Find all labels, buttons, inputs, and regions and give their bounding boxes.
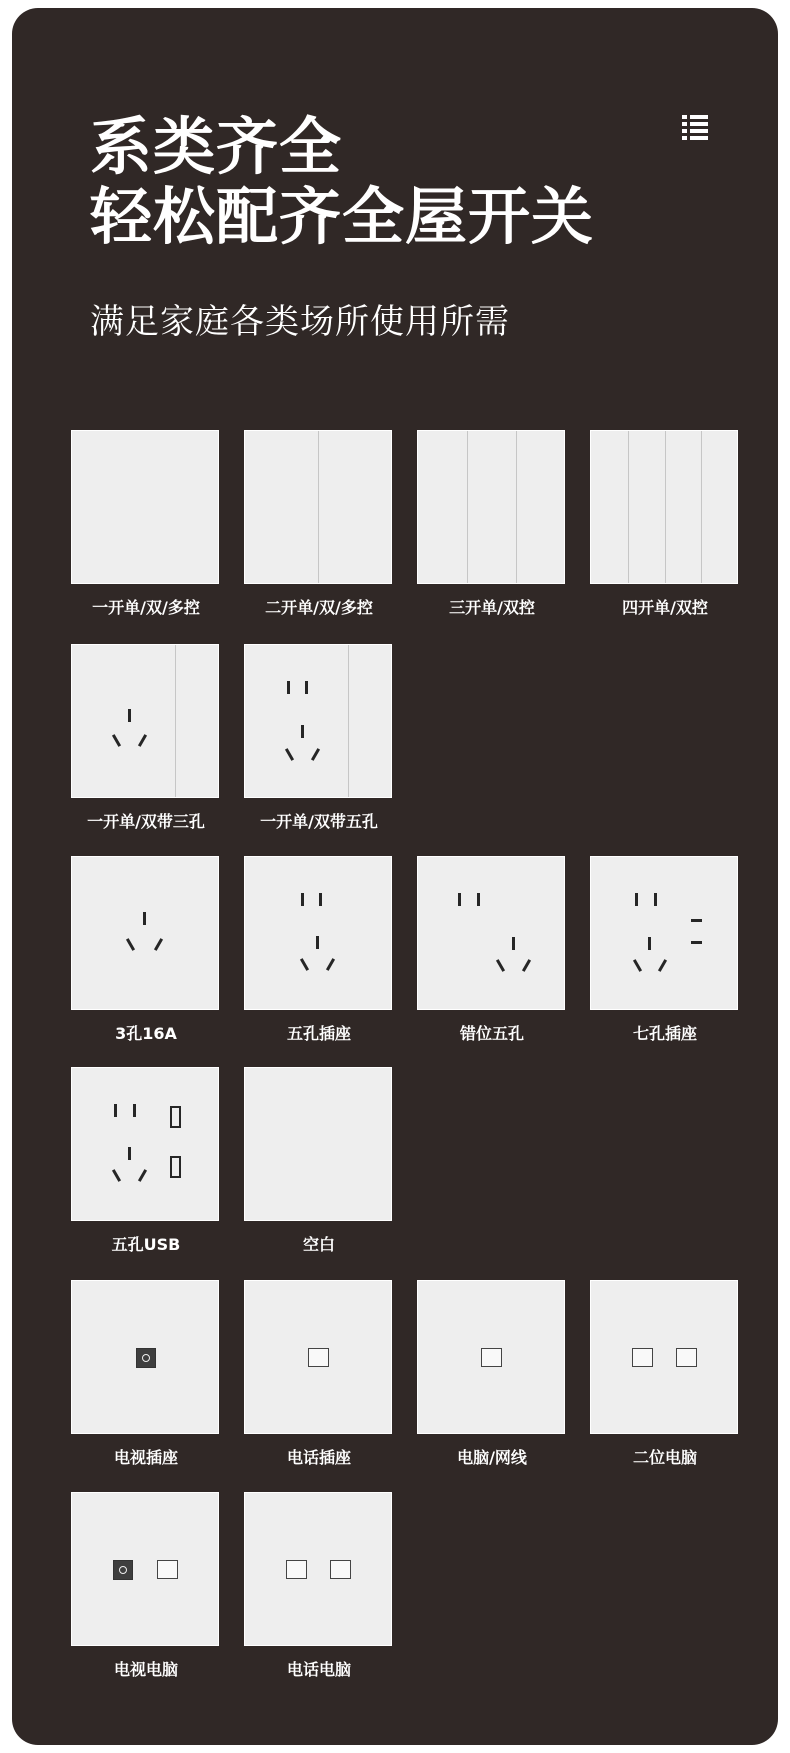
product-label: 错位五孔 (459, 1024, 524, 1043)
product-7-pin-socket[interactable] (590, 856, 740, 1044)
product-phone-network-socket[interactable] (244, 1492, 394, 1680)
phone-network-panel (244, 1492, 392, 1646)
product-two-gang-switch[interactable] (244, 430, 394, 618)
socket-panel (417, 856, 565, 1010)
switch-panel-2-gang (244, 430, 392, 584)
product-label: 七孔插座 (632, 1024, 697, 1043)
product-label: 电话插座 (286, 1448, 351, 1467)
product-label: 二开单/双/多控 (265, 598, 373, 617)
product-5-pin-socket[interactable] (244, 856, 394, 1044)
switch-panel-4-gang (590, 430, 738, 584)
product-four-gang-switch[interactable] (590, 430, 740, 618)
product-5-pin-usb[interactable] (71, 1067, 221, 1255)
product-tv-socket[interactable] (71, 1280, 221, 1468)
list-icon[interactable] (682, 114, 708, 140)
product-tv-network-socket[interactable] (71, 1492, 221, 1680)
usb-socket-panel (71, 1067, 219, 1221)
product-network-socket[interactable] (417, 1280, 567, 1468)
blank-panel (244, 1067, 392, 1221)
switch-socket-panel (71, 644, 219, 798)
product-label: 四开单/双控 (622, 598, 708, 617)
socket-panel (71, 856, 219, 1010)
switch-socket-panel (244, 644, 392, 798)
product-label: 五孔插座 (286, 1024, 351, 1043)
product-label: 三开单/双控 (449, 598, 535, 617)
product-label: 3孔16A (115, 1024, 177, 1043)
switch-panel-3-gang (417, 430, 565, 584)
product-label: 二位电脑 (632, 1448, 697, 1467)
product-switch-with-5-pin[interactable] (244, 644, 394, 832)
product-3-pin-16a[interactable] (71, 856, 221, 1044)
dual-network-panel (590, 1280, 738, 1434)
switch-panel-1-gang (71, 430, 219, 584)
product-label: 电视电脑 (113, 1660, 178, 1679)
page-title-line2: 轻松配齐全屋开关 (90, 180, 595, 253)
product-label: 一开单/双带三孔 (87, 812, 205, 831)
page-subtitle: 满足家庭各类场所使用所需 (90, 302, 510, 342)
product-label: 一开单/双带五孔 (260, 812, 378, 831)
socket-panel (244, 856, 392, 1010)
product-switch-with-3-pin[interactable] (71, 644, 221, 832)
tv-network-panel (71, 1492, 219, 1646)
phone-socket-panel (244, 1280, 392, 1434)
product-label: 一开单/双/多控 (92, 598, 200, 617)
product-label: 电脑/网线 (457, 1448, 527, 1467)
network-socket-panel (417, 1280, 565, 1434)
page-title-line1: 系类齐全 (90, 110, 343, 183)
product-blank-panel[interactable] (244, 1067, 394, 1255)
catalog-card (12, 8, 778, 1745)
product-dual-network-socket[interactable] (590, 1280, 740, 1468)
product-three-gang-switch[interactable] (417, 430, 567, 618)
product-label: 五孔USB (111, 1235, 181, 1254)
product-label: 空白 (302, 1235, 335, 1254)
product-offset-5-pin[interactable] (417, 856, 567, 1044)
tv-socket-panel (71, 1280, 219, 1434)
product-one-gang-switch[interactable] (71, 430, 221, 618)
product-phone-socket[interactable] (244, 1280, 394, 1468)
product-label: 电视插座 (113, 1448, 178, 1467)
product-label: 电话电脑 (286, 1660, 351, 1679)
socket-panel (590, 856, 738, 1010)
